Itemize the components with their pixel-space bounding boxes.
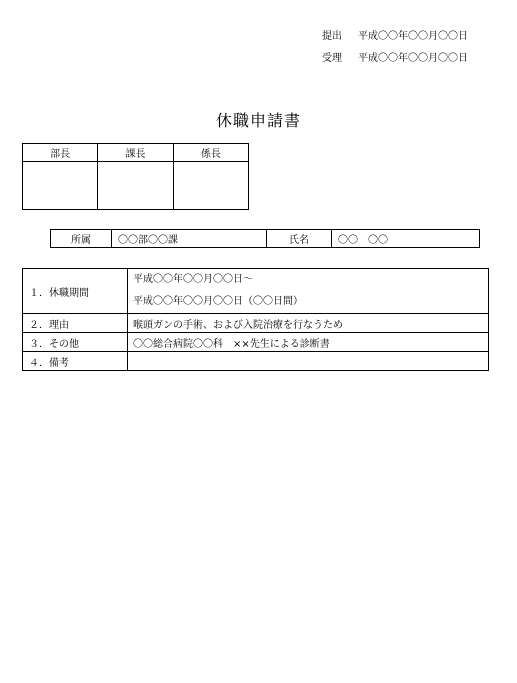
remarks-value (128, 352, 489, 371)
approval-stamp-table (22, 143, 249, 210)
approval-header-section-chief: 課長 (98, 144, 173, 162)
submitted-label: 提出 (322, 31, 342, 42)
approval-header-row (23, 144, 249, 162)
received-label: 受理 (322, 53, 342, 64)
table-row (23, 333, 489, 352)
reason-label: ２．理由 (23, 314, 128, 333)
leave-period-value (128, 269, 489, 314)
received-date: 平成〇〇年〇〇月〇〇日 (358, 53, 468, 64)
table-row (23, 269, 489, 314)
approval-header-department-head: 部長 (23, 144, 98, 162)
name-value: 〇〇 〇〇 (332, 230, 480, 248)
department-value: 〇〇部〇〇課 (112, 230, 267, 248)
table-row (23, 314, 489, 333)
other-value: 〇〇総合病院〇〇科 ××先生による診断書 (128, 333, 489, 352)
stamp-box-department-head (23, 162, 98, 210)
approval-stamp-row (23, 162, 249, 210)
submitted-date: 平成〇〇年〇〇月〇〇日 (358, 31, 468, 42)
reason-value: 喉頭ガンの手術、および入院治療を行なうため (128, 314, 489, 333)
date-block (322, 26, 468, 70)
stamp-box-subsection-chief (173, 162, 248, 210)
approval-header-subsection-chief: 係長 (173, 144, 248, 162)
stamp-box-section-chief (98, 162, 173, 210)
name-label: 氏名 (267, 230, 332, 248)
remarks-label: ４．備考 (23, 352, 128, 371)
affiliation-table (50, 229, 480, 248)
leave-period-end: 平成〇〇年〇〇月〇〇日（〇〇日間） (133, 296, 303, 307)
table-row (23, 352, 489, 371)
received-date-row (322, 48, 468, 70)
leave-period-label: １．休職期間 (23, 269, 128, 314)
affiliation-row (51, 230, 480, 248)
department-label: 所属 (51, 230, 112, 248)
other-label: ３．その他 (23, 333, 128, 352)
document-title: 休職申請書 (215, 111, 301, 130)
submitted-date-row (322, 26, 468, 48)
details-table (22, 268, 489, 371)
leave-period-start: 平成〇〇年〇〇月〇〇日～ (133, 274, 253, 285)
